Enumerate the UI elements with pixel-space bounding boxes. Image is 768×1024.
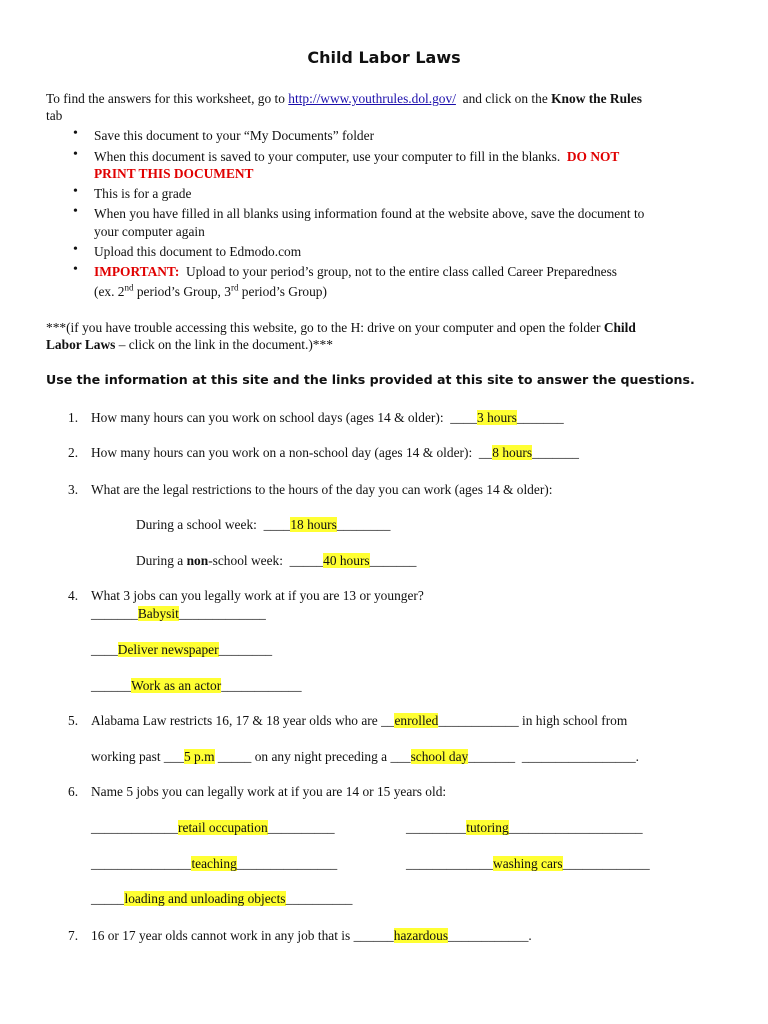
question-6c xyxy=(91,856,337,872)
blank: _____ xyxy=(217,749,252,764)
question-3a xyxy=(136,517,390,533)
non-school-week-label: During a xyxy=(136,553,184,568)
note-text: ***(if you have trouble accessing this website, go to the H: drive on your computer and open the folder xyxy=(46,320,601,335)
blank: _______ xyxy=(532,445,579,460)
note-rest: – click on the link in the document.)*** xyxy=(118,337,333,352)
blank: _____________ xyxy=(178,606,266,621)
bullet-icon: • xyxy=(73,262,78,277)
blank: _________________. xyxy=(521,749,639,764)
question-6b xyxy=(406,820,643,836)
question-number: 6. xyxy=(68,784,79,799)
bullet-fill-blanks-text: When this document is saved to your computer, use your computer to fill in the blanks. xyxy=(94,149,561,164)
blank: __ xyxy=(381,713,395,728)
blank: __________ xyxy=(267,820,335,835)
website-link[interactable]: http://www.youthrules.dol.gov/ xyxy=(288,91,456,106)
answer-field-q7[interactable]: hazardous xyxy=(393,928,449,943)
bullet-icon: • xyxy=(73,204,78,219)
question-6a xyxy=(91,820,335,836)
question-4a xyxy=(91,606,266,622)
instructions-heading: Use the information at this site and the links provided at this site to answer the questions. xyxy=(46,372,695,387)
blank: _______________ xyxy=(91,856,192,871)
question-7-text: 16 or 17 year olds cannot work in any job that is xyxy=(91,928,351,943)
blank: _________ xyxy=(406,820,467,835)
question-number: 3. xyxy=(68,482,79,497)
school-week-label: During a school week: xyxy=(136,517,257,532)
answer-field-q6b[interactable]: tutoring xyxy=(466,820,509,835)
question-number: 4. xyxy=(68,588,79,603)
question-3-text: What are the legal restrictions to the hours of the day you can work (ages 14 & older): xyxy=(91,482,553,497)
answer-field-q3a[interactable]: 18 hours xyxy=(290,517,337,532)
question-2-text: How many hours can you work on a non-school day (ages 14 & older): xyxy=(91,445,473,460)
blank: ____ xyxy=(450,410,478,425)
blank: ______ xyxy=(91,678,132,693)
bullet-icon: • xyxy=(73,242,78,257)
question-6e xyxy=(91,891,352,907)
intro-suffix: tab xyxy=(46,108,63,123)
blank: _____________ xyxy=(91,820,179,835)
answer-field-q4c[interactable]: Work as an actor xyxy=(131,678,222,693)
blank: ____ xyxy=(91,642,118,657)
intro-mid: and click on the xyxy=(462,91,548,106)
question-3b xyxy=(136,553,417,569)
bullet-fill-blanks xyxy=(94,149,619,165)
bullet-save-document: Save this document to your “My Documents” folder xyxy=(94,128,375,143)
blank: __ xyxy=(478,445,493,460)
answer-field-q6d[interactable]: washing cars xyxy=(493,856,563,871)
blank: ____________ xyxy=(438,713,519,728)
blank: ________ xyxy=(218,642,273,657)
bullet-grade: This is for a grade xyxy=(94,186,192,201)
question-5-text-night: on any night preceding a xyxy=(254,749,388,764)
question-5-text-cont: in high school from xyxy=(522,713,628,728)
answer-field-q3b[interactable]: 40 hours xyxy=(323,553,370,568)
example-prefix: (ex. 2 xyxy=(94,284,125,299)
intro-prefix: To find the answers for this worksheet, go to xyxy=(46,91,285,106)
question-6-text: Name 5 jobs you can legally work at if you are 14 or 15 years old: xyxy=(91,784,447,799)
superscript-nd: nd xyxy=(124,282,134,293)
example-end: period’s Group) xyxy=(238,284,327,299)
folder-name-part1: Child xyxy=(603,320,636,335)
question-7 xyxy=(91,928,532,944)
bullet-important xyxy=(94,264,617,280)
blank: _______ xyxy=(369,553,417,568)
bullet-upload-edmodo: Upload this document to Edmodo.com xyxy=(94,244,302,259)
question-5-line1 xyxy=(91,713,627,729)
superscript-rd: rd xyxy=(230,282,239,293)
answer-field-q5b[interactable]: 5 p.m xyxy=(184,749,215,764)
blank: _____ xyxy=(91,891,125,906)
do-not-warning: DO NOT xyxy=(566,149,620,164)
blank: ____________________ xyxy=(508,820,643,835)
blank: _______ xyxy=(516,410,564,425)
question-5-text-working: working past xyxy=(91,749,161,764)
folder-name-part2: Labor Laws xyxy=(46,337,116,352)
answer-field-q5c[interactable]: school day xyxy=(410,749,469,764)
blank: __________ xyxy=(285,891,353,906)
blank: ___ xyxy=(390,749,411,764)
period-example xyxy=(94,284,327,300)
know-the-rules-tab-name: Know the Rules xyxy=(551,91,642,106)
intro-line xyxy=(46,91,642,107)
blank: _______ xyxy=(91,606,138,621)
answer-field-q6e[interactable]: loading and unloading objects xyxy=(124,891,286,906)
question-number: 5. xyxy=(68,713,79,728)
blank: ____________ xyxy=(221,678,302,693)
answer-field-q1[interactable]: 3 hours xyxy=(477,410,517,425)
question-5-text: Alabama Law restricts 16, 17 & 18 year olds who are xyxy=(91,713,378,728)
note-line2 xyxy=(46,337,333,353)
blank: ___ xyxy=(163,749,185,764)
question-1 xyxy=(91,410,564,426)
question-5-line2 xyxy=(91,749,639,765)
blank: _____________ xyxy=(406,856,494,871)
blank: ____ xyxy=(263,517,291,532)
question-number: 1. xyxy=(68,410,79,425)
answer-field-q5a[interactable]: enrolled xyxy=(394,713,439,728)
answer-field-q6a[interactable]: retail occupation xyxy=(178,820,268,835)
question-4b xyxy=(91,642,272,658)
answer-field-q4b[interactable]: Deliver newspaper xyxy=(117,642,219,657)
question-number: 2. xyxy=(68,445,79,460)
question-4-text: What 3 jobs can you legally work at if you are 13 or younger? xyxy=(91,588,424,603)
note-line1 xyxy=(46,320,636,336)
answer-field-q2[interactable]: 8 hours xyxy=(492,445,533,460)
print-warning: PRINT THIS DOCUMENT xyxy=(94,166,254,181)
answer-field-q4a[interactable]: Babysit xyxy=(137,606,179,621)
non-school-week-label-end: -school week: xyxy=(208,553,283,568)
question-number: 7. xyxy=(68,928,79,943)
important-label: IMPORTANT: xyxy=(94,264,180,279)
bullet-icon: • xyxy=(73,126,78,141)
answer-field-q6c[interactable]: teaching xyxy=(191,856,237,871)
blank: _____ xyxy=(289,553,324,568)
question-2 xyxy=(91,445,579,461)
blank: _______ xyxy=(468,749,516,764)
bullet-save-again-line1: When you have filled in all blanks using information found at the website above, save the document to xyxy=(94,206,645,221)
important-text: Upload to your period’s group, not to the entire class called Career Preparedness xyxy=(186,264,618,279)
question-4c xyxy=(91,678,302,694)
bullet-save-again-line2: your computer again xyxy=(94,224,205,239)
blank: _______________ xyxy=(236,856,338,871)
bullet-icon: • xyxy=(73,184,78,199)
example-mid: period’s Group, 3 xyxy=(133,284,231,299)
non-bold: non xyxy=(186,553,209,568)
blank: ________ xyxy=(336,517,391,532)
blank: ____________. xyxy=(448,928,532,943)
question-1-text: How many hours can you work on school days (ages 14 & older): xyxy=(91,410,444,425)
question-6d xyxy=(406,856,650,872)
bullet-icon: • xyxy=(73,147,78,162)
blank: _____________ xyxy=(562,856,650,871)
page-title: Child Labor Laws xyxy=(307,48,461,67)
blank: ______ xyxy=(353,928,394,943)
